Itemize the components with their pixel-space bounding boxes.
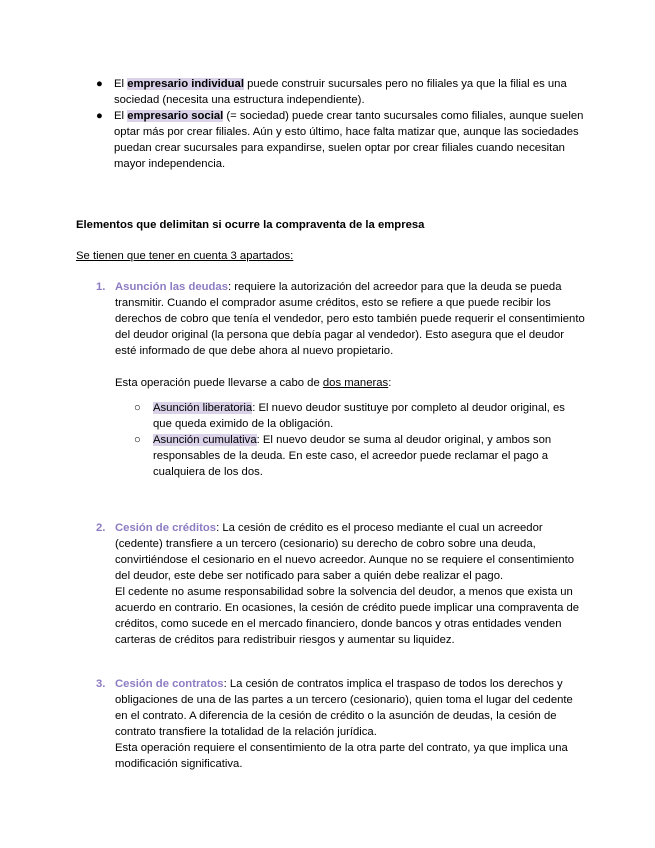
highlighted-term: empresario individual xyxy=(127,78,244,90)
item-text: : requiere la autorización del acreedor para que la deuda se pueda transmitir. Cuando el comprador asume créditos, esto se refiere a que puede recibir los derechos de cobro que tenía el vendedor, pero esto también puede requerir el consentimiento del deudor original (la persona que debía pagar al vendedor). Esto asegura que el deudor esté informado de que debe ahora al nuevo propietario. xyxy=(115,281,585,357)
item-text: (= sociedad) puede crear tanto sucursales como filiales, aunque suelen optar más por crear filiales. Aún y esto último, hace falta matizar que, aunque las sociedades puedan crear sucursales para expandirse, suelen optar por crear filiales cuando necesitan mayor independencia. xyxy=(114,110,584,170)
item-term: Cesión de créditos xyxy=(115,522,217,534)
item-text: : La cesión de contratos implica el traspaso de todos los derechos y obligaciones de una de las partes a un tercero (cesionario), quien toma el lugar del cedente en el contrato. A diferencia de la cesión de crédito o la asunción de deudas, la cesión de contrato transfiere la totalidad de la relación jurídica. xyxy=(115,678,573,738)
bullet-icon: ● xyxy=(96,78,103,90)
item-body xyxy=(96,279,586,391)
highlighted-term: empresario social xyxy=(127,110,224,122)
item-body xyxy=(96,676,586,772)
sub-list-item xyxy=(134,432,584,480)
item-number: 1. xyxy=(96,281,106,293)
circle-bullet-icon: ○ xyxy=(134,402,141,414)
numbered-item-1 xyxy=(96,279,586,391)
item-text: : El nuevo deudor se suma al deudor original, y ambos son responsables de la deuda. En este caso, el acreedor puede reclamar el pago a cualquiera de los dos. xyxy=(153,434,552,478)
item-prefix: El xyxy=(114,78,128,90)
highlighted-term: Asunción cumulativa xyxy=(153,434,257,446)
numbered-item-2 xyxy=(96,520,586,648)
item-paragraph: Esta operación requiere el consentimiento de la otra parte del contrato, ya que implica una modificación significativa. xyxy=(115,742,568,770)
list-item xyxy=(96,108,586,172)
item-number: 3. xyxy=(96,678,106,690)
item-text: : El nuevo deudor sustituye por completo al deudor original, es que queda eximido de la obligación. xyxy=(153,402,565,430)
numbered-item-3 xyxy=(96,676,586,772)
item-term: Cesión de contratos xyxy=(115,678,224,690)
item-prefix: El xyxy=(114,110,128,122)
list-item xyxy=(96,76,586,108)
intro-line: Se tienen que tener en cuenta 3 apartados: xyxy=(76,250,294,262)
item-number: 2. xyxy=(96,522,106,534)
sub-list-item xyxy=(134,400,584,432)
item-body xyxy=(96,520,586,648)
section-heading: Elementos que delimitan si ocurre la compraventa de la empresa xyxy=(76,219,425,231)
item-term: Asunción las deudas xyxy=(115,281,228,293)
paragraph-text: Esta operación puede llevarse a cabo de xyxy=(115,377,323,389)
item-text: : La cesión de crédito es el proceso mediante el cual un acreedor (cedente) transfiere a un tercero (cesionario) su derecho de cobro sobre una deuda, convirtiéndose el cesionario en el nuevo acreedor. Aunque no se requiere el consentimiento del deudor, este debe ser notificado para saber a quién debe realizar el pago. xyxy=(115,522,575,582)
underlined-text: dos maneras xyxy=(322,377,389,389)
item-paragraph xyxy=(115,375,586,391)
circle-bullet-icon: ○ xyxy=(134,434,141,446)
bullet-list xyxy=(96,76,586,172)
highlighted-term: Asunción liberatoria xyxy=(153,402,253,414)
bullet-icon: ● xyxy=(96,110,103,122)
paragraph-text: : xyxy=(388,377,392,389)
item-text: puede construir sucursales pero no filiales ya que la filial es una sociedad (necesita una estructura independiente). xyxy=(114,78,567,106)
item-paragraph: El cedente no asume responsabilidad sobre la solvencia del deudor, a menos que exista un acuerdo en contrario. En ocasiones, la cesión de crédito puede implicar una compraventa de créditos, como sucede en el mercado financiero, donde bancos y otras entidades venden carteras de créditos para redistribuir riesgos y aumentar su liquidez. xyxy=(115,586,580,646)
sub-list xyxy=(134,400,584,480)
